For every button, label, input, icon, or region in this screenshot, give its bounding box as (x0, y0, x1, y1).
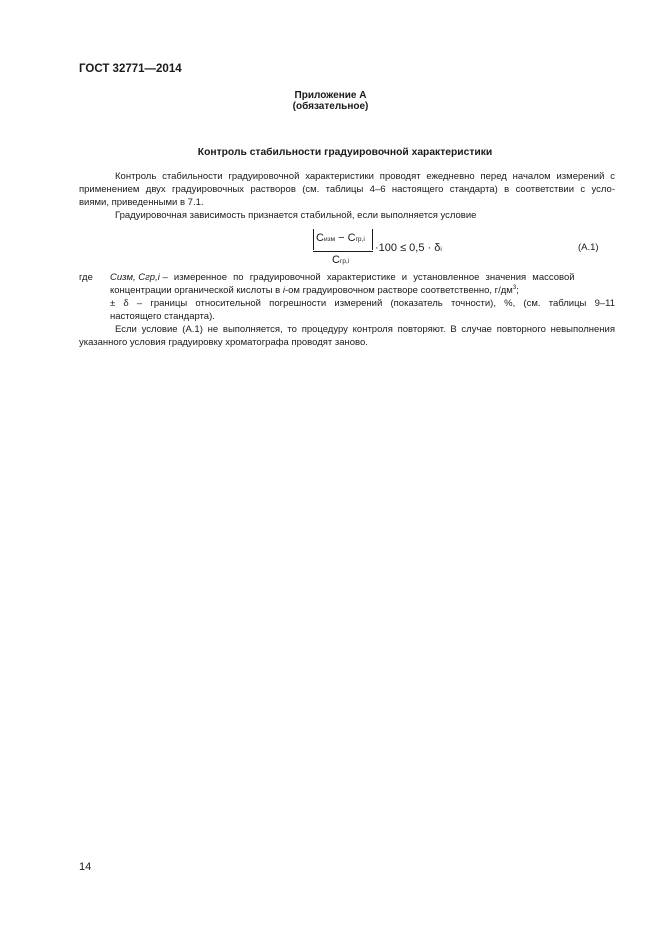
appendix-subtitle: (обязательное) (292, 101, 369, 112)
sub-gr: гр,i (355, 236, 365, 243)
var-c-gr: C (347, 232, 356, 244)
section-title: Контроль стабильности градуировочной характеристики (197, 147, 493, 158)
where-i: i (282, 285, 285, 296)
formula-a1 (300, 226, 600, 272)
var-c-izm: C (316, 232, 324, 244)
where-line-2 (110, 284, 519, 297)
paragraph-line: Если условие (А.1) не выполняется, то процедуру контроля повторяют. В случае повторного невыполнения (115, 324, 615, 335)
sub-izm: изм (323, 236, 336, 243)
where-line-1 (110, 271, 615, 284)
where-label: где (79, 272, 93, 283)
var-c-gr-denom: C (332, 254, 340, 266)
fraction-line (313, 251, 373, 252)
where-line-4: настоящего стандарта). (110, 311, 215, 322)
formula-rhs (375, 242, 442, 254)
where-line-3: ± δ – границы относительной погрешности измерений (показатель точности), %, (см. таблицы 9–11 (110, 298, 615, 309)
rhs-expression: ·100 ≤ 0,5 · δ (375, 242, 441, 254)
appendix-title: Приложение А (294, 90, 367, 101)
where-vars: Cизм, Cгр,i (110, 272, 160, 283)
paragraph-line: виями, приведенными в 7.1. (79, 197, 204, 208)
numerator (316, 232, 365, 244)
formula-number: (А.1) (578, 242, 599, 253)
paragraph-line: Градуировочная зависимость признается стабильной, если выполняется условие (115, 210, 477, 221)
delta-sub: i (440, 246, 442, 253)
paragraph-line: применением двух градуировочных растворов (см. таблицы 4–6 настоящего стандарта) в соответствии с усло- (79, 184, 615, 195)
where-def-2b: -ом градуировочном растворе соответственно, г/дм (284, 285, 513, 296)
where-sup: 3 (512, 285, 517, 291)
where-def-2c: ; (516, 285, 519, 296)
abs-bar-right (372, 229, 373, 250)
paragraph-line: указанного условия градуировку хроматографа проводят заново. (79, 337, 368, 348)
page-number: 14 (79, 861, 92, 873)
where-def-1: – измеренное по градуировочной характеристике и установленное значения массовой (162, 272, 575, 283)
where-def-2a: концентрации органической кислоты в (110, 285, 281, 296)
denominator (332, 254, 349, 266)
minus-sign: − (338, 232, 345, 244)
paragraph-line: Контроль стабильности градуировочной характеристики проводят ежедневно перед началом измерений с (115, 171, 615, 182)
abs-bar-left (313, 229, 314, 250)
document-id: ГОСТ 32771—2014 (79, 63, 182, 75)
sub-gr-denom: гр,i (339, 258, 350, 265)
